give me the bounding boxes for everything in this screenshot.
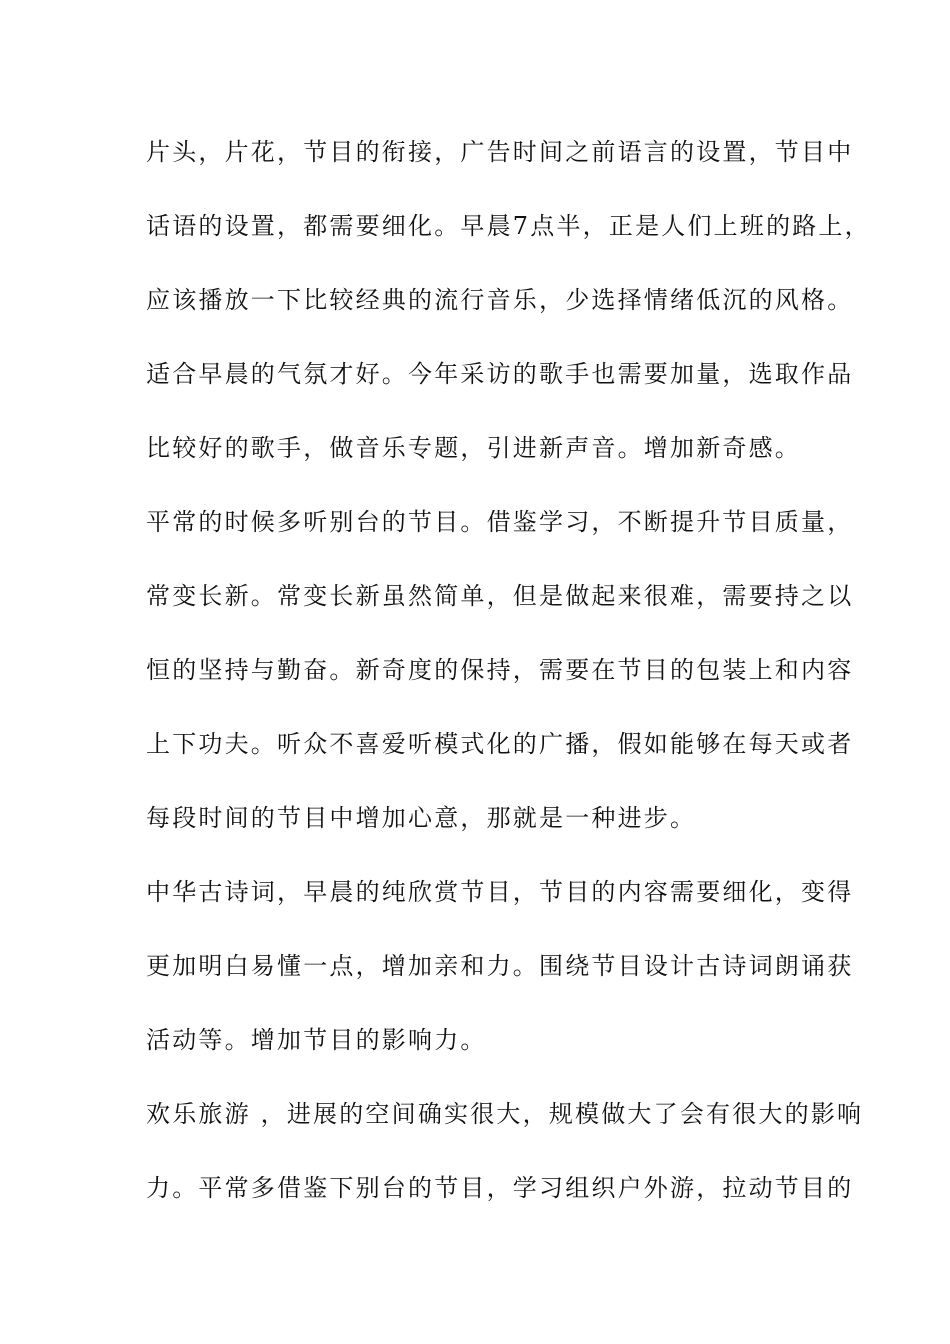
text-line: 上下功夫。听众不喜爱听模式化的广播，假如能够在每天或者 bbox=[146, 730, 854, 758]
text-line: 活动等。增加节目的影响力。 bbox=[146, 1026, 487, 1054]
text-line: 常变长新。常变长新虽然简单，但是做起来很难，需要持之以 bbox=[146, 582, 854, 610]
text-line: 适合早晨的气氛才好。今年采访的歌手也需要加量，选取作品 bbox=[146, 360, 854, 388]
text-line: 比较好的歌手，做音乐专题，引进新声音。增加新奇感。 bbox=[146, 434, 801, 462]
text-line: 平常的时候多听别台的节目。借鉴学习，不断提升节目质量， bbox=[146, 508, 854, 536]
text-line: 每段时间的节目中增加心意，那就是一种进步。 bbox=[146, 804, 697, 832]
text-line: 力。平常多借鉴下别台的节目，学习组织户外游，拉动节目的 bbox=[146, 1174, 854, 1202]
text-line: 话语的设置，都需要细化。早晨7点半，正是人们上班的路上， bbox=[146, 212, 871, 240]
text-line: 恒的坚持与勤奋。新奇度的保持，需要在节目的包装上和内容 bbox=[146, 656, 854, 684]
text-line: 中华古诗词，早晨的纯欣赏节目，节目的内容需要细化，变得 bbox=[146, 878, 854, 906]
text-line: 应该播放一下比较经典的流行音乐，少选择情绪低沉的风格。 bbox=[146, 286, 854, 314]
text-line: 片头，片花，节目的衔接，广告时间之前语言的设置，节目中 bbox=[146, 138, 854, 166]
text-line: 更加明白易懂一点，增加亲和力。围绕节目设计古诗词朗诵获 bbox=[146, 952, 854, 980]
document-body bbox=[146, 130, 871, 1240]
text-line: 欢乐旅游 ，进展的空间确实很大，规模做大了会有很大的影响 bbox=[146, 1100, 864, 1128]
